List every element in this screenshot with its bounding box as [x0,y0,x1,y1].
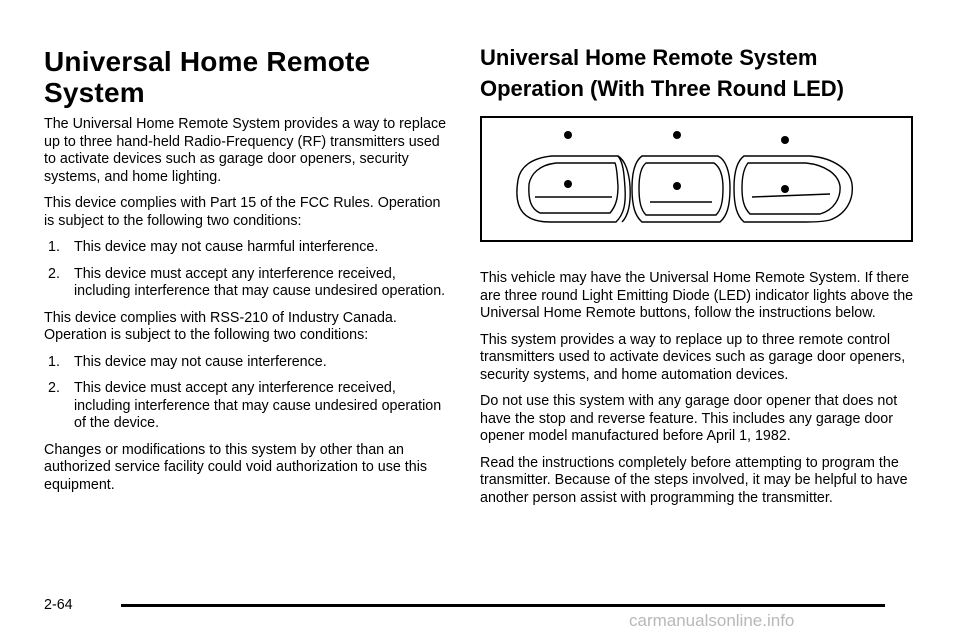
fcc-conditions-list [44,239,449,301]
right-column-body [480,270,920,507]
list-item: 1. This device may not cause interference. [48,353,327,370]
left-column [44,0,449,494]
led-2-icon [673,131,681,139]
rss-paragraph: This device complies with RSS-210 of Industry Canada. Operation is subject to the following two conditions: [44,309,397,343]
led-3-icon [781,136,789,144]
button-1-icon [517,156,630,222]
instructions-paragraph: Read the instructions completely before attempting to program the transmitter. Because of the steps involved, it may be helpful to have another person assist with programming the transmitter. [480,454,908,506]
button-2-led-icon [673,182,681,190]
fcc-paragraph: This device complies with Part 15 of the FCC Rules. Operation is subject to the following two conditions: [44,195,441,229]
warning-paragraph: Do not use this system with any garage door opener that does not have the stop and reverse feature. This includes any garage door opener model manufactured before April 1, 1982. [480,393,898,444]
button-3-icon [734,156,852,222]
page-number: 2-64 [44,597,73,613]
remote-buttons-figure [480,116,913,242]
operation-title: Universal Home Remote System Operation (With Three Round LED) [480,45,844,101]
led-paragraph: This vehicle may have the Universal Home Remote System. If there are three round Light Emitting Diode (LED) indicator lights above the Universal Home Remote buttons, follow the instructions below. [480,270,914,321]
button-1-led-icon [564,180,572,188]
button-2-icon [632,156,730,222]
list-item: 2. This device must accept any interference received, including interference that may cause undesired operation of the device. [48,380,442,431]
list-item: 2. This device must accept any interference received, including interference that may cause undesired operation. [48,265,446,299]
intro-paragraph: The Universal Home Remote System provides a way to replace up to three hand-held Radio-Frequency (RF) transmitters used to activate devices such as garage door openers, security systems, and home lighting. [44,116,447,185]
footer-divider [121,604,885,607]
led-indicators [564,131,789,144]
section-title: Universal Home Remote System [44,46,371,108]
right-column-heading [480,0,920,104]
button-3-led-icon [781,185,789,193]
three-button-remote-led-illustration-icon [482,118,911,240]
rss-conditions-list [44,354,449,433]
list-item: 1. This device may not cause harmful interference. [48,239,379,255]
led-1-icon [564,131,572,139]
changes-paragraph: Changes or modifications to this system by other than an authorized service facility could void authorization to use this equipment. [44,441,428,493]
purpose-paragraph: This system provides a way to replace up to three remote control transmitters used to activate devices such as garage door openers, security systems, and home automation devices. [480,331,906,383]
watermark: carmanualsonline.info [629,611,795,630]
